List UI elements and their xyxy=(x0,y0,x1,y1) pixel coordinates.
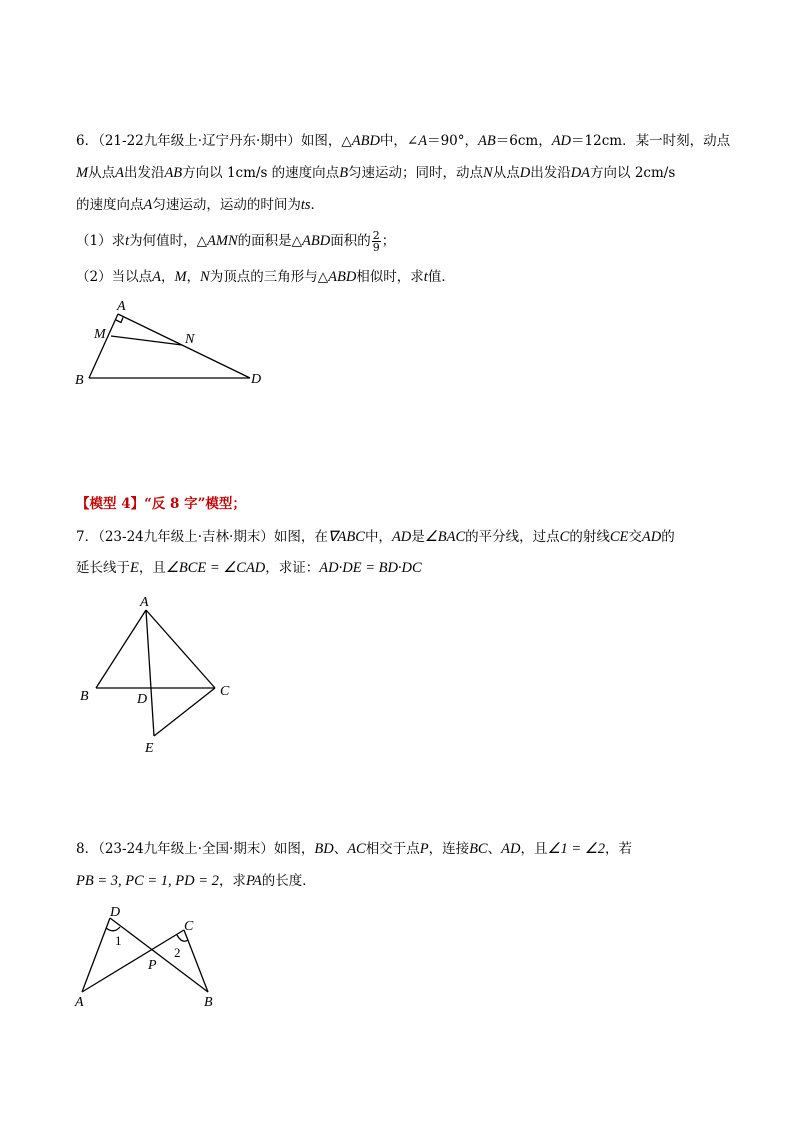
q6-part-2: （2）当以点A，M，N为顶点的三角形与△ABD相似时，求t值． xyxy=(76,269,455,285)
q6-line-3: 的速度向点A匀速运动，运动的时间为ts． xyxy=(76,197,325,213)
fraction-two-ninths: $\frac{2}{9}$ xyxy=(372,229,380,254)
q8-label-d: D xyxy=(110,905,121,920)
q7-label-d: D xyxy=(137,692,148,707)
q6-line-2: M从点A出发沿AB方向以 1cm/s 的速度向点B匀速运动；同时，动点N从点D出发沿DA方向以 2cm/s xyxy=(76,165,676,181)
q8-seg-ca xyxy=(82,930,184,992)
q8-seg-da xyxy=(82,918,110,992)
q6-label-n: N xyxy=(185,332,195,347)
q7-line-1: 7．（23-24九年级上·吉林·期末）如图，在∇ABC中，AD是∠BAC的平分线，过点C的射线CE交AD的 xyxy=(76,529,675,545)
q7-label-b: B xyxy=(80,689,89,704)
q8-line-1: 8．（23-24九年级上·全国·期末）如图，BD、AC相交于点P，连接BC、AD，且∠1 = ∠2，若 xyxy=(76,841,632,857)
q8-label-angle-2: 2 xyxy=(174,945,181,960)
q6-label-d: D xyxy=(251,372,262,387)
q6-part-1: （1）求t为何值时，△AMN的面积是△ABD面积的 $\frac{2}{9}$ ； xyxy=(76,229,396,254)
q7-line-2: 延长线于E，且∠BCE = ∠CAD，求证：AD·DE = BD·DC xyxy=(76,560,422,576)
q8-label-a: A xyxy=(75,995,84,1010)
q6-label-m: M xyxy=(94,327,106,342)
q7-label-e: E xyxy=(145,741,154,756)
q8-angle-1-arc xyxy=(106,927,120,931)
q7-label-a: A xyxy=(140,595,149,610)
q7-label-c: C xyxy=(220,684,230,699)
q6-label-b: B xyxy=(75,373,84,388)
q8-label-b: B xyxy=(204,995,213,1010)
q8-label-p: P xyxy=(148,958,157,973)
model-4-heading: 【模型 4】“反 8 字”模型； xyxy=(76,496,246,512)
q8-line-2: PB = 3, PC = 1, PD = 2，求PA的长度． xyxy=(76,873,316,889)
q6-label-a: A xyxy=(117,299,126,314)
q8-label-c: C xyxy=(184,919,194,934)
q8-label-angle-1: 1 xyxy=(115,933,122,948)
q6-line-1: 6．（21-22九年级上·辽宁丹东·期中）如图，△ABD中，∠A＝90°，AB＝6cm，AD＝12cm．某一时刻，动点 xyxy=(76,133,731,149)
